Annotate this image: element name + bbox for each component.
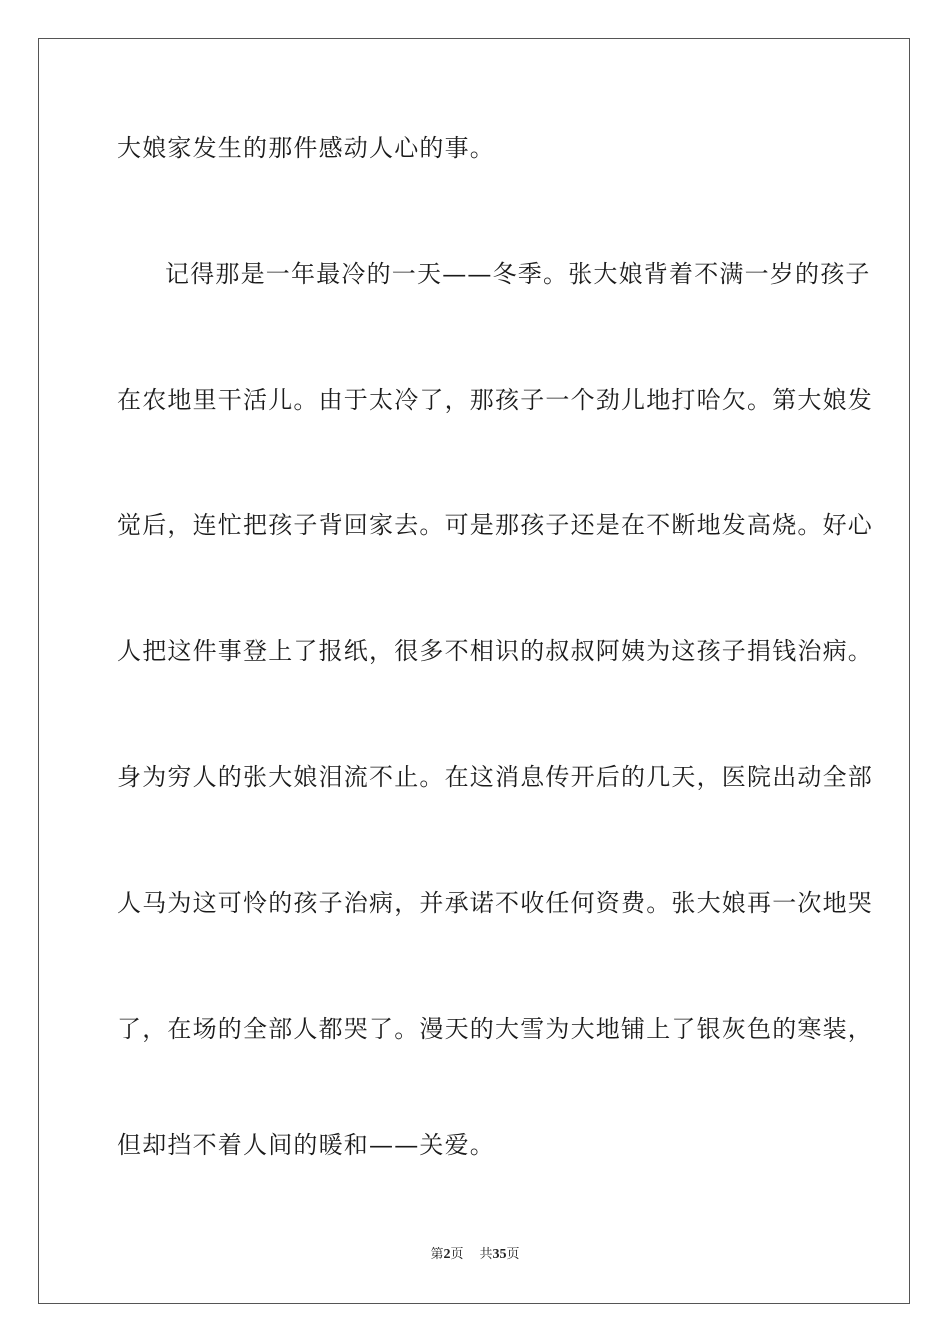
body-text-line: 在农地里干活儿。由于太冷了，那孩子一个劲儿地打哈欠。第大娘发 xyxy=(117,386,873,414)
page-number-prefix: 第 xyxy=(430,1247,444,1262)
total-pages-prefix: 共 xyxy=(479,1247,493,1262)
page-border xyxy=(38,38,910,1304)
page-number-suffix: 页 xyxy=(450,1247,464,1262)
body-text-line: 了，在场的全部人都哭了。漫天的大雪为大地铺上了银灰色的寒装， xyxy=(117,1015,873,1043)
body-text-line: 大娘家发生的那件感动人心的事。 xyxy=(117,134,495,162)
body-text-line: 人马为这可怜的孩子治病，并承诺不收任何资费。张大娘再一次地哭 xyxy=(117,889,873,917)
paragraph-first-line: 记得那是一年最冷的一天——冬季。张大娘背着不满一岁的孩子 xyxy=(165,260,871,288)
page-footer xyxy=(0,1246,950,1264)
body-text-line: 但却挡不着人间的暖和——关爱。 xyxy=(117,1131,495,1159)
current-page-number: 2 xyxy=(443,1247,451,1262)
body-text-line: 身为穷人的张大娘泪流不止。在这消息传开后的几天，医院出动全部 xyxy=(117,763,873,791)
total-pages-suffix: 页 xyxy=(506,1247,520,1262)
body-text-line: 觉后，连忙把孩子背回家去。可是那孩子还是在不断地发高烧。好心 xyxy=(117,511,873,539)
body-text-line: 人把这件事登上了报纸，很多不相识的叔叔阿姨为这孩子捐钱治病。 xyxy=(117,637,873,665)
total-pages-number: 35 xyxy=(492,1247,507,1262)
